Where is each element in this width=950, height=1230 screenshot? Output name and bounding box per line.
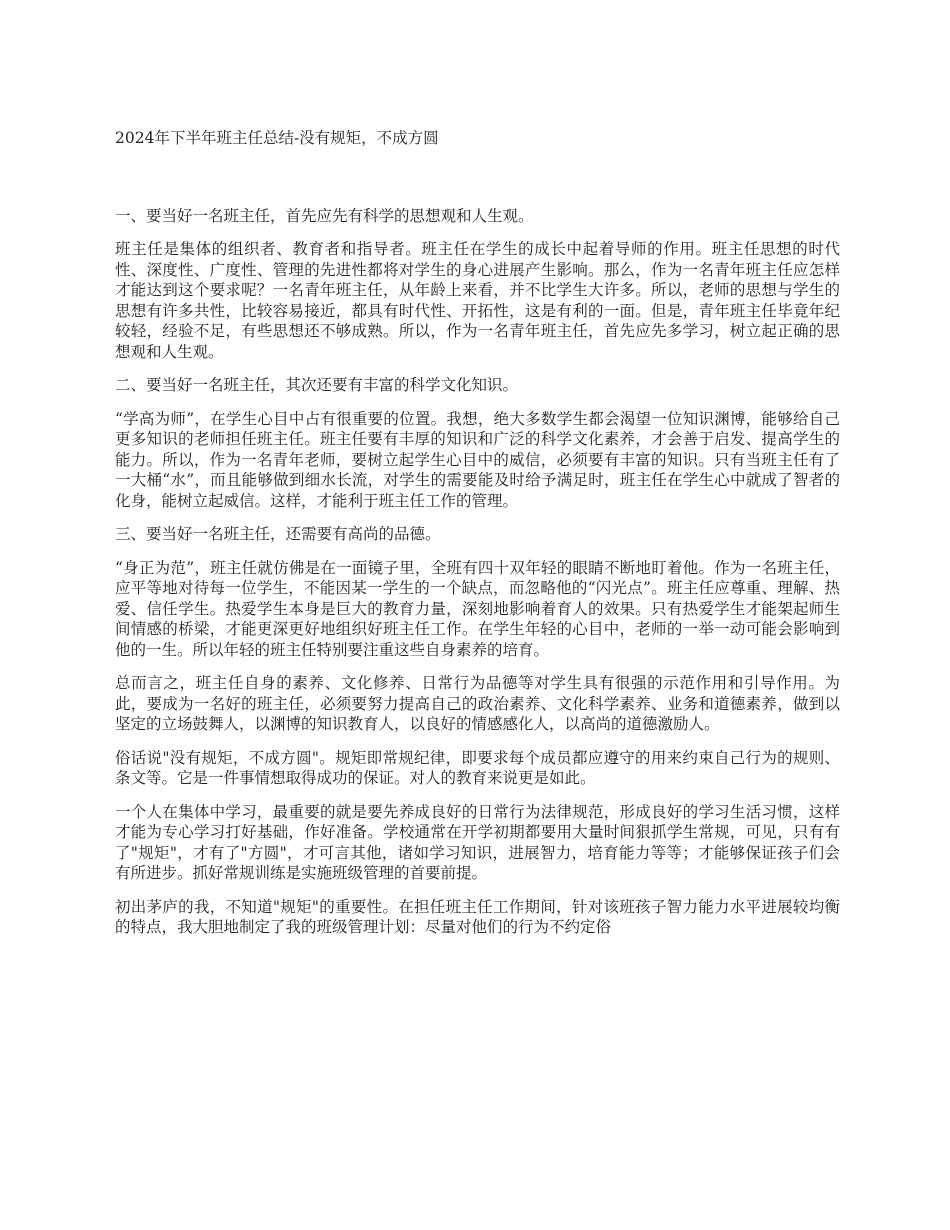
paragraph-summary: 总而言之，班主任自身的素养、文化修养、日常行为品德等对学生具有很强的示范作用和引导作用。为此，要成为一名好的班主任，必须要努力提高自己的政治素养、文化科学素养、业务和道德素养，做到以坚定的立场鼓舞人，以渊博的知识教育人，以良好的情感感化人，以高尚的道德激励人。 [115,674,840,733]
paragraph-1: 班主任是集体的组织者、教育者和指导者。班主任在学生的成长中起着导师的作用。班主任思想的时代性、深度性、广度性、管理的先进性都将对学生的身心进展产生影响。那么，作为一名青年班主任应怎样才能达到这个要求呢？一名青年班主任，从年龄上来看，并不比学生大许多。所以，老师的思想与学生的思想有许多共性，比较容易接近，都具有时代性、开拓性，这是有利的一面。但是，青年班主任毕竟年纪较轻，经验不足，有些思想还不够成熟。所以，作为一名青年班主任，首先应先多学习，树立起正确的思想观和人生观。 [115,240,840,361]
document-page [115,128,840,951]
section-heading-1: 一、要当好一名班主任，首先应先有科学的思想观和人生观。 [115,206,534,225]
section-heading-3: 三、要当好一名班主任，还需要有高尚的品德。 [115,525,441,543]
paragraph-habits: 一个人在集体中学习，最重要的就是要先养成良好的日常行为法律规范，形成良好的学习生活习惯，这样才能为专心学习打好基础，作好准备。学校通常在开学初期都要用大量时间狠抓学生常规，可见，只有有了"规矩"，才有了"方圆"，才可言其他，诸如学习知识，进展智力，培育能力等等；才能够保证孩子们会有所进步。抓好常规训练是实施班级管理的首要前提。 [115,802,840,882]
paragraph-3: “身正为范”，班主任就仿佛是在一面镜子里，全班有四十双年轻的眼睛不断地盯着他。作为一名班主任，应平等地对待每一位学生，不能因某一学生的一个缺点，而忽略他的“闪光点”。班主任应尊重、理解、热爱、信任学生。热爱学生本身是巨大的教育力量，深刻地影响着育人的效果。只有热爱学生才能架起师生间情感的桥梁，才能更深更好地组织好班主任工作。在学生年轻的心目中，老师的一举一动可能会影响到他的一生。所以年轻的班主任特别要注重这些自身素养的培育。 [115,558,840,659]
paragraph-proverb: 俗话说"没有规矩，不成方圆"。规矩即常规纪律，即要求每个成员都应遵守的用来约束自己行为的规则、条文等。它是一件事情想取得成功的保证。对人的教育来说更是如此。 [115,748,840,787]
paragraph-2: “学高为师”，在学生心目中占有很重要的位置。我想，绝大多数学生都会渴望一位知识渊博，能够给自己更多知识的老师担任班主任。班主任要有丰厚的知识和广泛的科学文化素养，才会善于启发、提高学生的能力。所以，作为一名青年老师，要树立起学生心目中的威信，必须要有丰富的知识。只有当班主任有了一大桶“水”，而且能够做到细水长流，对学生的需要能及时给予满足时，班主任在学生心中就成了智者的化身，能树立起威信。这样，才能利于班主任工作的管理。 [115,409,840,510]
paragraph-experience: 初出茅庐的我，不知道"规矩"的重要性。在担任班主任工作期间，针对该班孩子智力能力水平进展较均衡的特点，我大胆地制定了我的班级管理计划：尽量对他们的行为不约定俗 [115,897,840,936]
section-heading-2: 二、要当好一名班主任，其次还要有丰富的科学文化知识。 [115,376,519,394]
document-title: 2024年下半年班主任总结-没有规矩，不成方圆 [115,129,439,147]
